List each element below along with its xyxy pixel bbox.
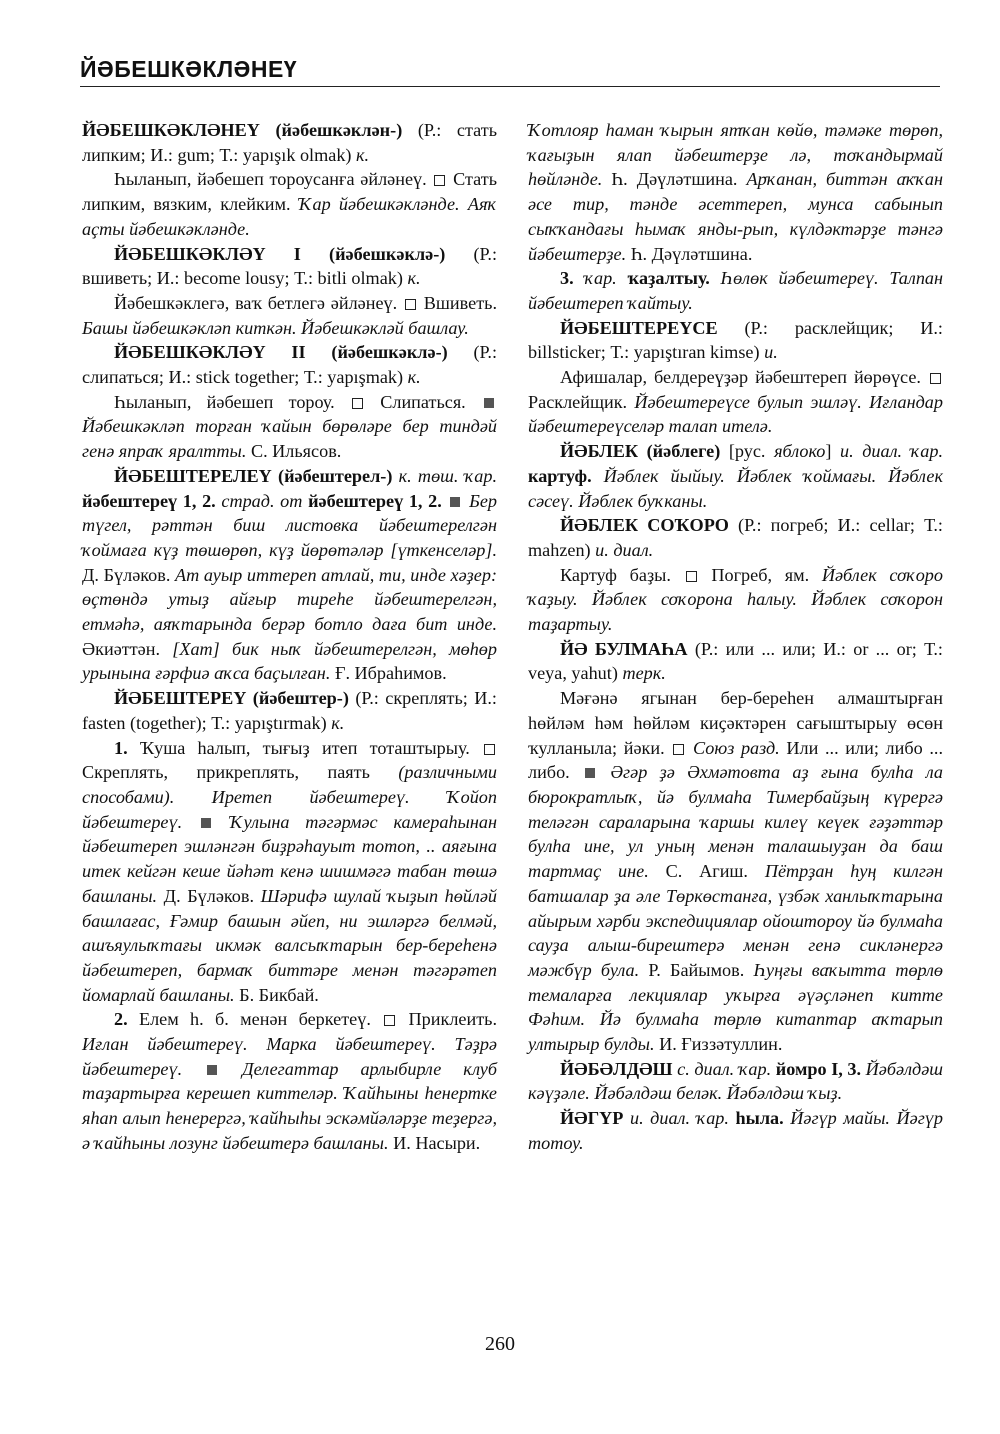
entry-paragraph: Мәғәнә ягынан бер-береһен алмаштырған һөйләм һәм һөйләм киҫәктәрен сағыштырыу өсөн ҡулланыла; йәки. Союз разд. Или ... или; либо ... либо. Әгәр ҙә Әхмәтовта аҙ ғына булһа ла бюрократлыҡ, йә булмаһа Тимербайҙың күрергә теләгән сараларына ҡаршы килеү кеүек ғәҙәттәр булһа ине, ул уның менән талашыуҙан да баш тартмаҫ ине. С. Агиш. Пётрҙан һуң килгән батшалар ҙа әле Төркөстанға, үзбәк ханлыҡтарына айырым хәрби экспедициялар ойоштороу йә булмаһа сауҙа алыш-бирештерә менән генә сикләнергә мәжбүр була. Р. Байымов. Һуңғы ваҡытта төрлө темаларға лекциялар уҡырға әүәҫләнеп китте Фәһим. Йә булмаһа төрлө китаптар аҡтарып ултырыр булды. И. Ғиззәтуллин. <box>528 688 944 1055</box>
entry-paragraph: Һыланып, йәбешеп тороусанға әйләнеү. Стать липким, вязким, клейким. Ҡар йәбешкәкләнде. Аяҡ аҫты йәбешкәкләнде. <box>82 169 498 239</box>
entry-paragraph: ЙӘБЕШКӘКЛӘҮ I (йәбешкәклә-) (Р.: вшиветь; И.: become lousy; Т.: bitli olmak) к. <box>82 243 497 289</box>
entry-paragraph: Ҡотлояр һаман ҡырын ятҡан көйө, тәмәке төрөп, ҡағыҙын ялап йәбештерҙе лә, тоҡандырмай һөйләнде. Һ. Дәүләтшина. Арҡанан, биттән аҡҡан әсе тир, тәнде әсеттереп, мунса сабынып сыҡҡандағы һымаҡ янды-рып, күлдәктәрҙе тәнгә йәбештерҙе. Һ. Дәүләтшина. <box>528 120 943 264</box>
entry-paragraph: ЙӘБЛЕК (йәблеге) [рус. яблоко] и. диал. ҡар. картуф. Йәблек йыйыу. Йәблек ҡоймағы. Йәблек сәсеү. Йәблек буҡканы. <box>528 441 944 511</box>
entry-paragraph: ЙӘГҮР и. диал. ҡар. һыла. Йәгүр майы. Йәгүр тотоу. <box>528 1108 943 1153</box>
entry-paragraph: 3. ҡар. ҡаҙалтыу. Һөлөк йәбештереү. Талпан йәбештереп ҡайтыу. <box>528 268 944 313</box>
entry-paragraph: ЙӘБЕШТЕРЕҮСЕ (Р.: расклейщик; И.: billsticker; Т.: yapıştıran kimse) и. <box>528 317 943 363</box>
entry-paragraph: ЙӘБӘЛДӘШ с. диал. ҡар. йомро I, 3. Йәбәлдәш кәүҙәле. Йәбәлдәш беләк. Йәбәлдәш ҡыҙ. <box>528 1058 944 1104</box>
russian-equivalent-marker-icon <box>930 373 941 384</box>
entry-paragraph: ЙӘБЕШТЕРЕЛЕҮ (йәбештерел-) к. төш. ҡар. йәбештереү 1, 2. страд. от йәбештереү 1, 2. Бер түгел, рәттән биш листовка йәбештерелгән ҡоймаға күҙ төшөрөп, күҙ йөрөтәләр [үткенселәр]. Д. Бүләков. Ат ауыр иттереп атлай, ти, инде хәҙер: өҫтөндә утыҙ айғыр тиреһе йәбештерелгән, етмәһә, аяҡтарында берәр ботло даға бит инде. Әкиәттән. [Хат] бик ныҡ йәбештерелгән, мөһөр урынына ғәрфиә аҡса баҫылған. Ғ. Ибраһимов. <box>82 465 497 684</box>
russian-equivalent-marker-icon <box>384 1015 395 1026</box>
entry-paragraph: Картуф баҙы. Погреб, ям. Йәблек соҡоро ҡаҙыу. Йәблек соҡорона һалыу. Йәблек соҡорон таҙартыу. <box>528 564 943 635</box>
entry-paragraph: Һыланып, йәбешеп тороу. Слипаться. Йәбешкәкләп торған ҡайын бөрөләре бер тиндәй генә япраҡ яралтты. С. Ильясов. <box>82 391 497 462</box>
example-marker-icon <box>484 398 494 408</box>
entry-paragraph: ЙӘ БУЛМАҺА (Р.: или ... или; И.: or ... or; Т.: veya, yahut) терк. <box>528 638 943 684</box>
running-head-title: ЙӘБЕШКӘКЛӘНЕҮ <box>80 56 298 82</box>
example-marker-icon <box>585 768 595 778</box>
entry-paragraph: 2. Елем һ. б. менән беркетеү. Приклеить. Иғлан йәбештереү. Марка йәбештереү. Тәҙрә йәбештереү. Делегаттар арлыбирле клуб таҙартырға керешеп киттеләр. Ҡайһыны һенертке яһап алып һенерергә, ҡайһыһы эскәмйәләрҙе теҙергә, ә ҡайһыны лозунг йәбештерә башланы. И. Насыри. <box>82 1009 498 1153</box>
running-header <box>80 46 940 87</box>
russian-equivalent-marker-icon <box>352 398 363 409</box>
page-number: 260 <box>485 1333 515 1355</box>
russian-equivalent-marker-icon <box>434 175 445 186</box>
left-column <box>82 118 497 1156</box>
example-marker-icon <box>450 497 460 507</box>
example-marker-icon <box>207 1065 217 1075</box>
entry-paragraph: ЙӘБЕШКӘКЛӘНЕҮ (йәбешкәклән-) (Р.: стать липким; И.: gum; Т.: yapışık olmak) к. <box>82 120 497 165</box>
entry-paragraph: ЙӘБЕШКӘКЛӘҮ II (йәбешкәклә-) (Р.: слипаться; И.: stick together; Т.: yapışmak) к. <box>82 342 497 388</box>
entry-paragraph: Афишалар, белдереүҙәр йәбештереп йөрөүсе. Расклейщик. Йәбештереүсе булып эшләү. Иғландар йәбештереүселәр талап ителә. <box>528 367 943 437</box>
russian-equivalent-marker-icon <box>686 571 697 582</box>
entry-paragraph: ЙӘБЕШТЕРЕҮ (йәбештер-) (Р.: скреплять; И.: fasten (together); Т.: yapıştırmak) к. <box>82 688 497 733</box>
russian-equivalent-marker-icon <box>484 744 495 755</box>
russian-equivalent-marker-icon <box>673 744 684 755</box>
russian-equivalent-marker-icon <box>405 299 416 310</box>
entry-paragraph: ЙӘБЛЕК СОҠОРО (Р.: погреб; И.: cellar; Т.: mahzen) и. диал. <box>528 515 943 560</box>
entry-paragraph: 1. Ҡуша һалып, тығыҙ итеп тоташтырыу. Скреплять, прикреплять, паять (различными способами). Иретеп йәбештереү. Ҡойоп йәбештереү. Ҡулына тәгәрмәс камераһынан йәбештереп эшләнгән биҙрәһауыт тотоп, .. аяғына итек кейгән кеше йәһәт кенә шишмәгә табан төшә башланы. Д. Бүләков. Шәрифә шулай ҡыҙып һөйләй башлағас, Ғәмир башын әйеп, ни эшләргә белмәй, ашъяулыҡтағы икмәк валсыҡтарын бер-береһенә йәбештереп, бармаҡ биттәре менән тәгәрәтеп йомарлай башланы. Б. Бикбай. <box>82 737 498 1005</box>
example-marker-icon <box>201 818 211 828</box>
entry-paragraph: Йәбешкәклегә, ваҡ бетлегә әйләнеү. Вшиветь. Башы йәбешкәкләп киткән. Йәбешкәкләй башлау. <box>82 292 497 338</box>
right-column <box>528 118 943 1156</box>
